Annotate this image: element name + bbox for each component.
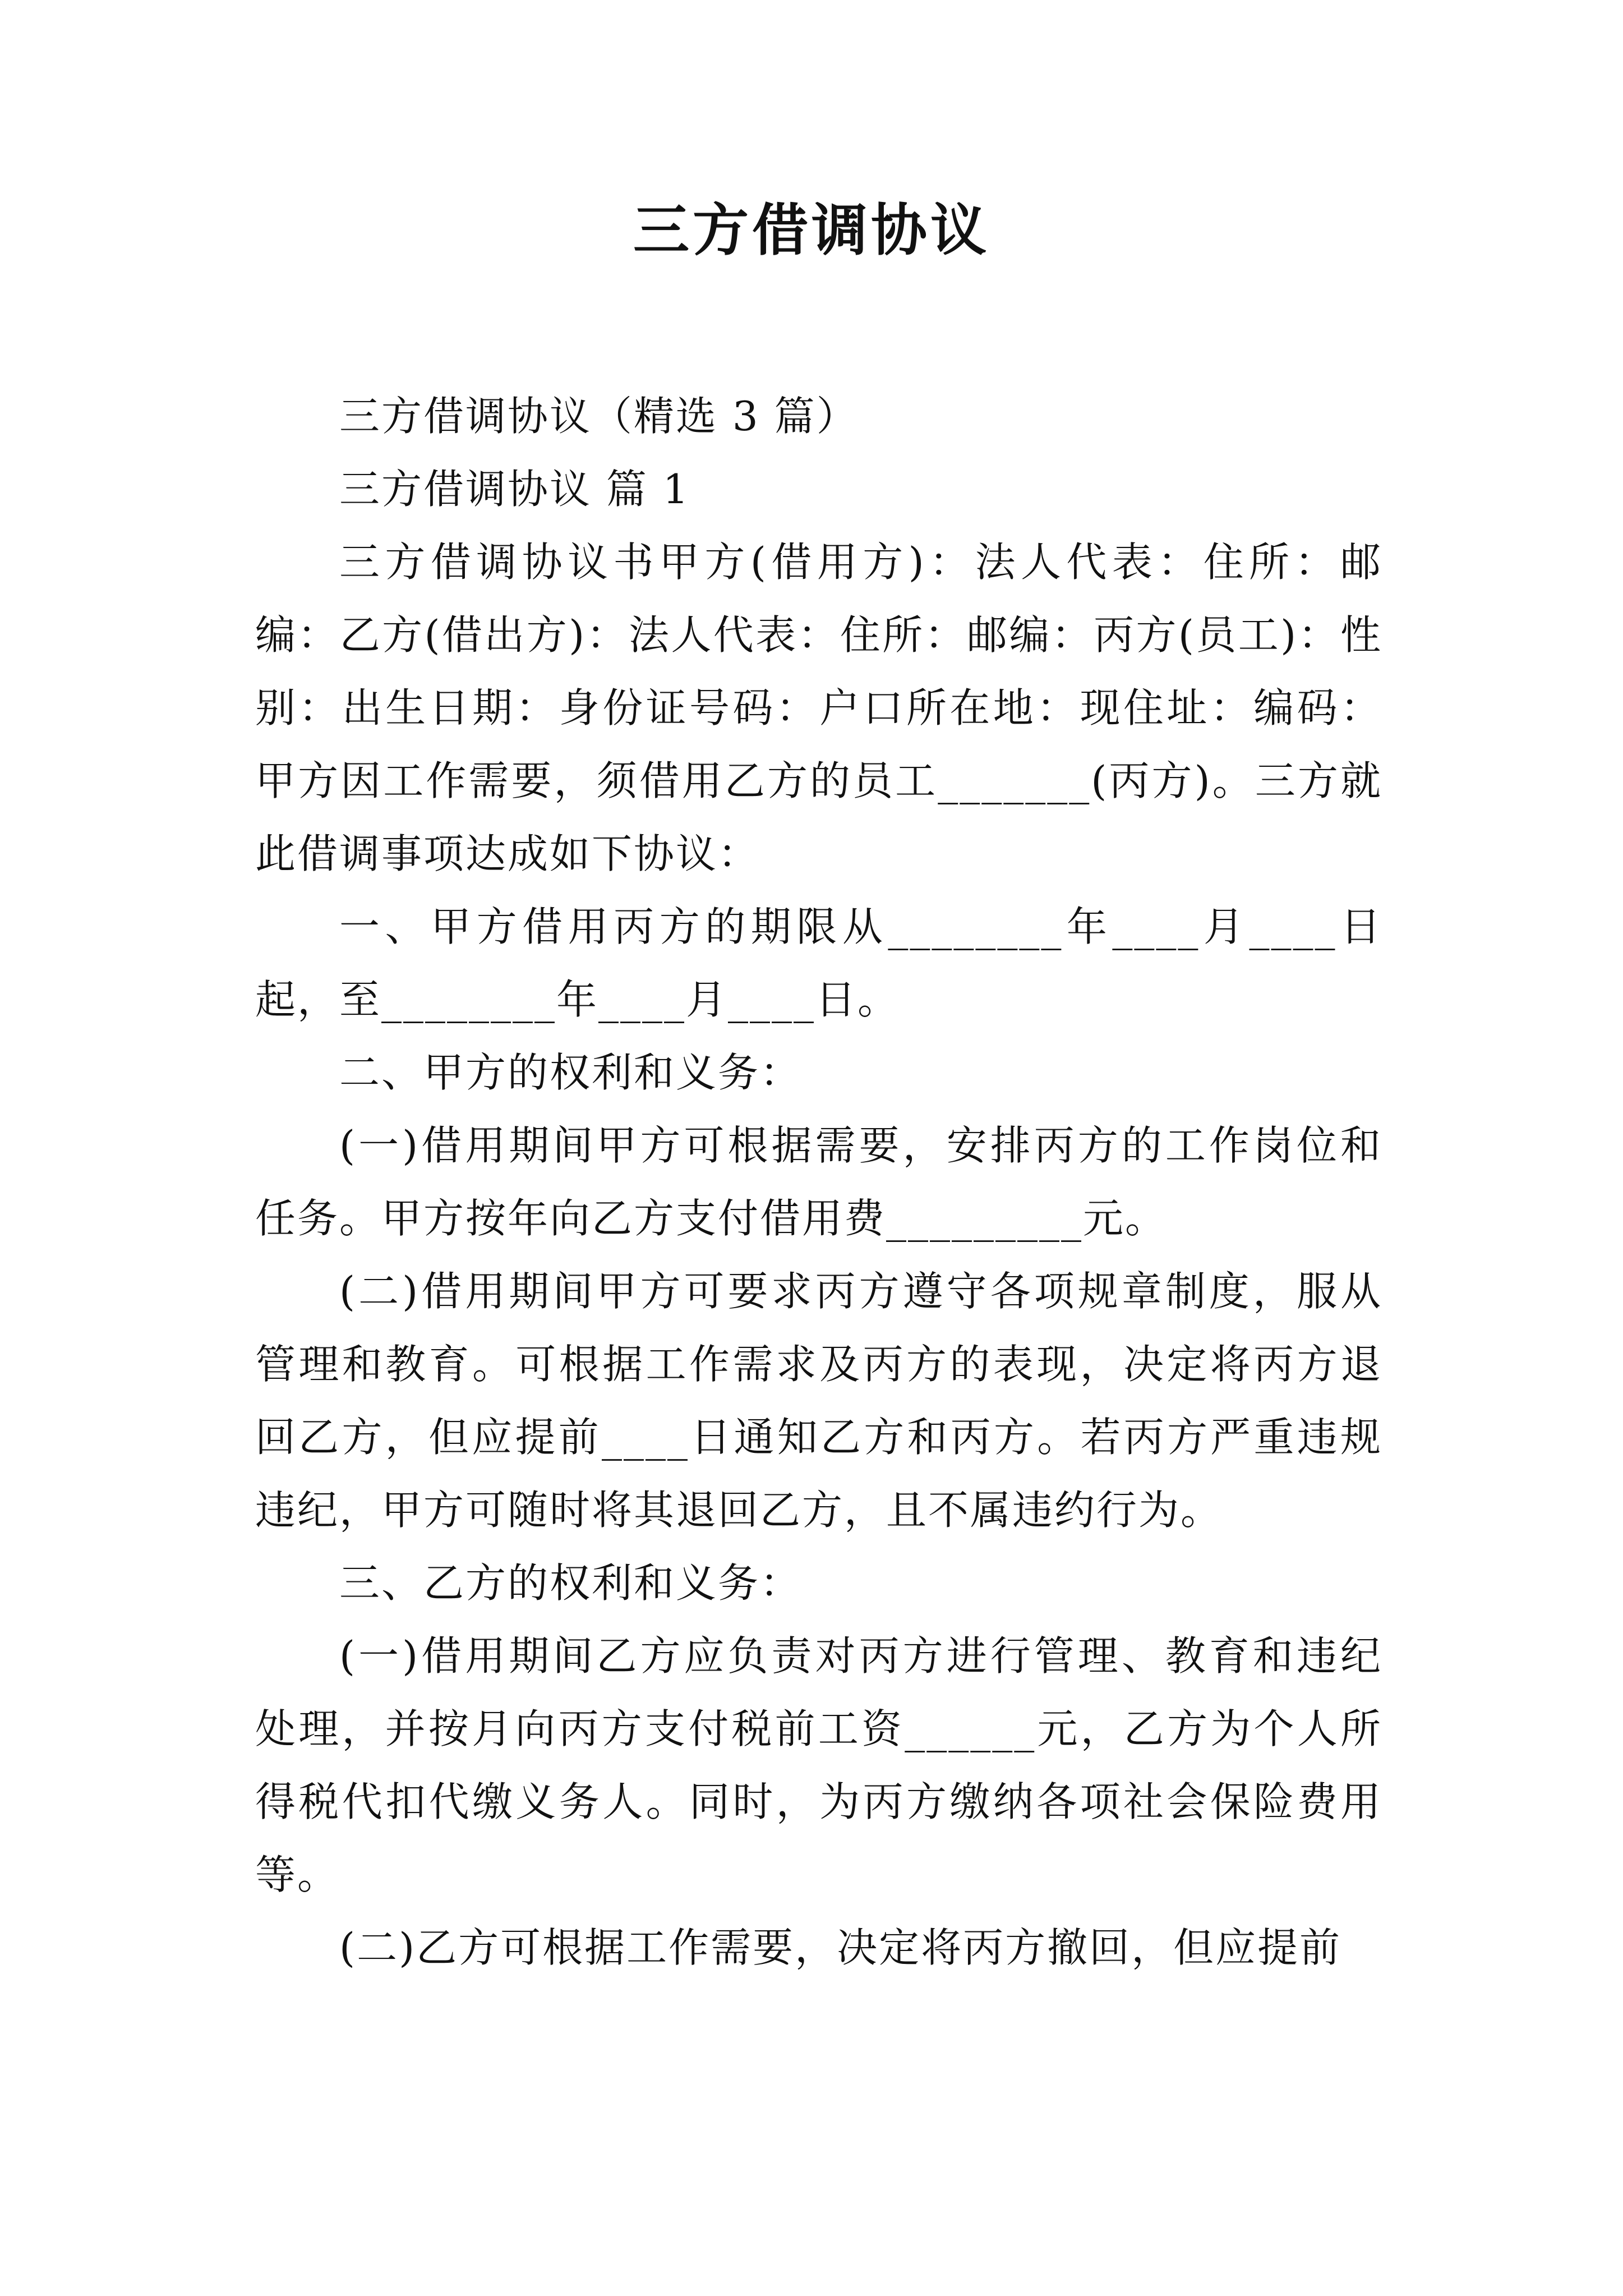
agreement-parties-paragraph: 三方借调协议书甲方(借用方)：法人代表：住所：邮编：乙方(借出方)：法人代表：住所：邮编：丙方(员工)：性别：出生日期：身份证号码：户口所在地：现住址：编码：甲方因工作需要，须借用乙方的员工_______(丙方)。三方就此借调事项达成如下协议： <box>255 539 1382 877</box>
party-a-clause-1: (一)借用期间甲方可根据需要，安排丙方的工作岗位和任务。甲方按年向乙方支付借用费_________元。 <box>255 1122 1382 1242</box>
document-subtitle: 三方借调协议（精选 3 篇） <box>339 393 859 440</box>
term-clause-paragraph: 一、甲方借用丙方的期限从________年____月____日起，至________年____月____日。 <box>255 903 1382 1023</box>
party-b-clause-2: (二)乙方可根据工作需要，决定将丙方撤回，但应提前 <box>339 1924 1342 1971</box>
document-title: 三方借调协议 <box>633 197 990 263</box>
document-body <box>255 380 1382 1984</box>
section-heading: 三方借调协议 篇 1 <box>339 466 690 513</box>
party-b-heading: 三、乙方的权利和义务： <box>339 1559 803 1607</box>
party-a-heading: 二、甲方的权利和义务： <box>339 1049 803 1096</box>
party-a-clause-2: (二)借用期间甲方可要求丙方遵守各项规章制度，服从管理和教育。可根据工作需求及丙方的表现，决定将丙方退回乙方，但应提前____日通知乙方和丙方。若丙方严重违规违纪，甲方可随时将其退回乙方，且不属违约行为。 <box>255 1268 1382 1534</box>
party-b-clause-1: (一)借用期间乙方应负责对丙方进行管理、教育和违纪处理，并按月向丙方支付税前工资______元，乙方为个人所得税代扣代缴义务人。同时，为丙方缴纳各项社会保险费用等。 <box>255 1632 1382 1898</box>
